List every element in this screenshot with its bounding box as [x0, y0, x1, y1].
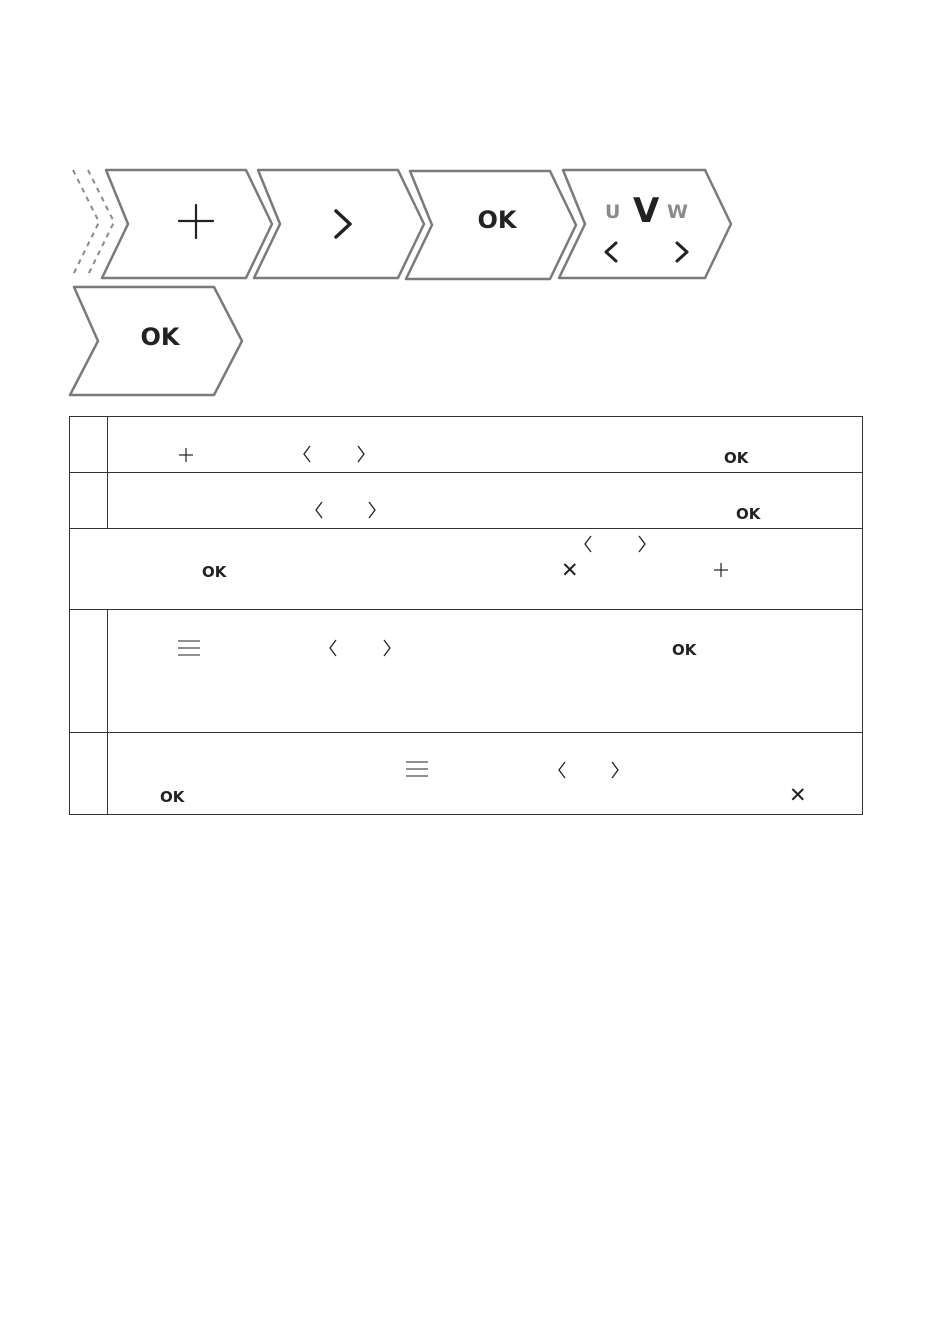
chevron-right-icon — [367, 501, 377, 519]
step-instruction-cell — [108, 473, 863, 529]
chevron-right-icon — [610, 761, 620, 779]
table-row — [70, 473, 863, 529]
step-number-cell — [70, 473, 108, 529]
close-icon: ✕ — [789, 783, 807, 807]
table-row — [70, 417, 863, 473]
chevron-right-icon — [356, 445, 366, 463]
step-number-cell — [70, 733, 108, 815]
chevron-left-icon — [583, 535, 593, 553]
chevron-left-icon — [302, 445, 312, 463]
chevron-right-icon — [637, 535, 647, 553]
step-arrow-1 — [102, 170, 272, 278]
mode-letter-u: U — [605, 201, 621, 223]
step-instruction-cell — [108, 417, 863, 473]
step-instruction-cell — [70, 529, 863, 610]
ok-icon: OK — [202, 563, 227, 581]
step-instruction-cell — [108, 733, 863, 815]
chevron-left-icon — [314, 501, 324, 519]
close-icon: ✕ — [561, 558, 579, 582]
table-row — [70, 529, 863, 610]
ok-icon: OK — [140, 323, 180, 351]
mode-letter-v: V — [633, 191, 660, 231]
ok-icon: OK — [477, 206, 517, 234]
procedure-diagram — [0, 0, 933, 410]
menu-icon — [405, 760, 429, 778]
table-row — [70, 733, 863, 815]
plus-icon — [713, 562, 729, 578]
step-arrow-2 — [254, 170, 424, 278]
table-row — [70, 610, 863, 733]
step-instruction-cell — [108, 610, 863, 733]
step-number-cell — [70, 610, 108, 733]
ok-icon: OK — [160, 788, 185, 806]
steps-table — [69, 416, 863, 815]
ok-icon: OK — [736, 505, 761, 523]
ok-icon: OK — [672, 641, 697, 659]
dashed-chevrons — [73, 170, 114, 275]
chevron-right-icon — [382, 639, 392, 657]
plus-icon — [178, 447, 194, 463]
chevron-left-icon — [328, 639, 338, 657]
ok-icon: OK — [724, 449, 749, 467]
step-number-cell — [70, 417, 108, 473]
mode-letter-w: W — [667, 201, 688, 223]
chevron-left-icon — [557, 761, 567, 779]
menu-icon — [177, 639, 201, 657]
